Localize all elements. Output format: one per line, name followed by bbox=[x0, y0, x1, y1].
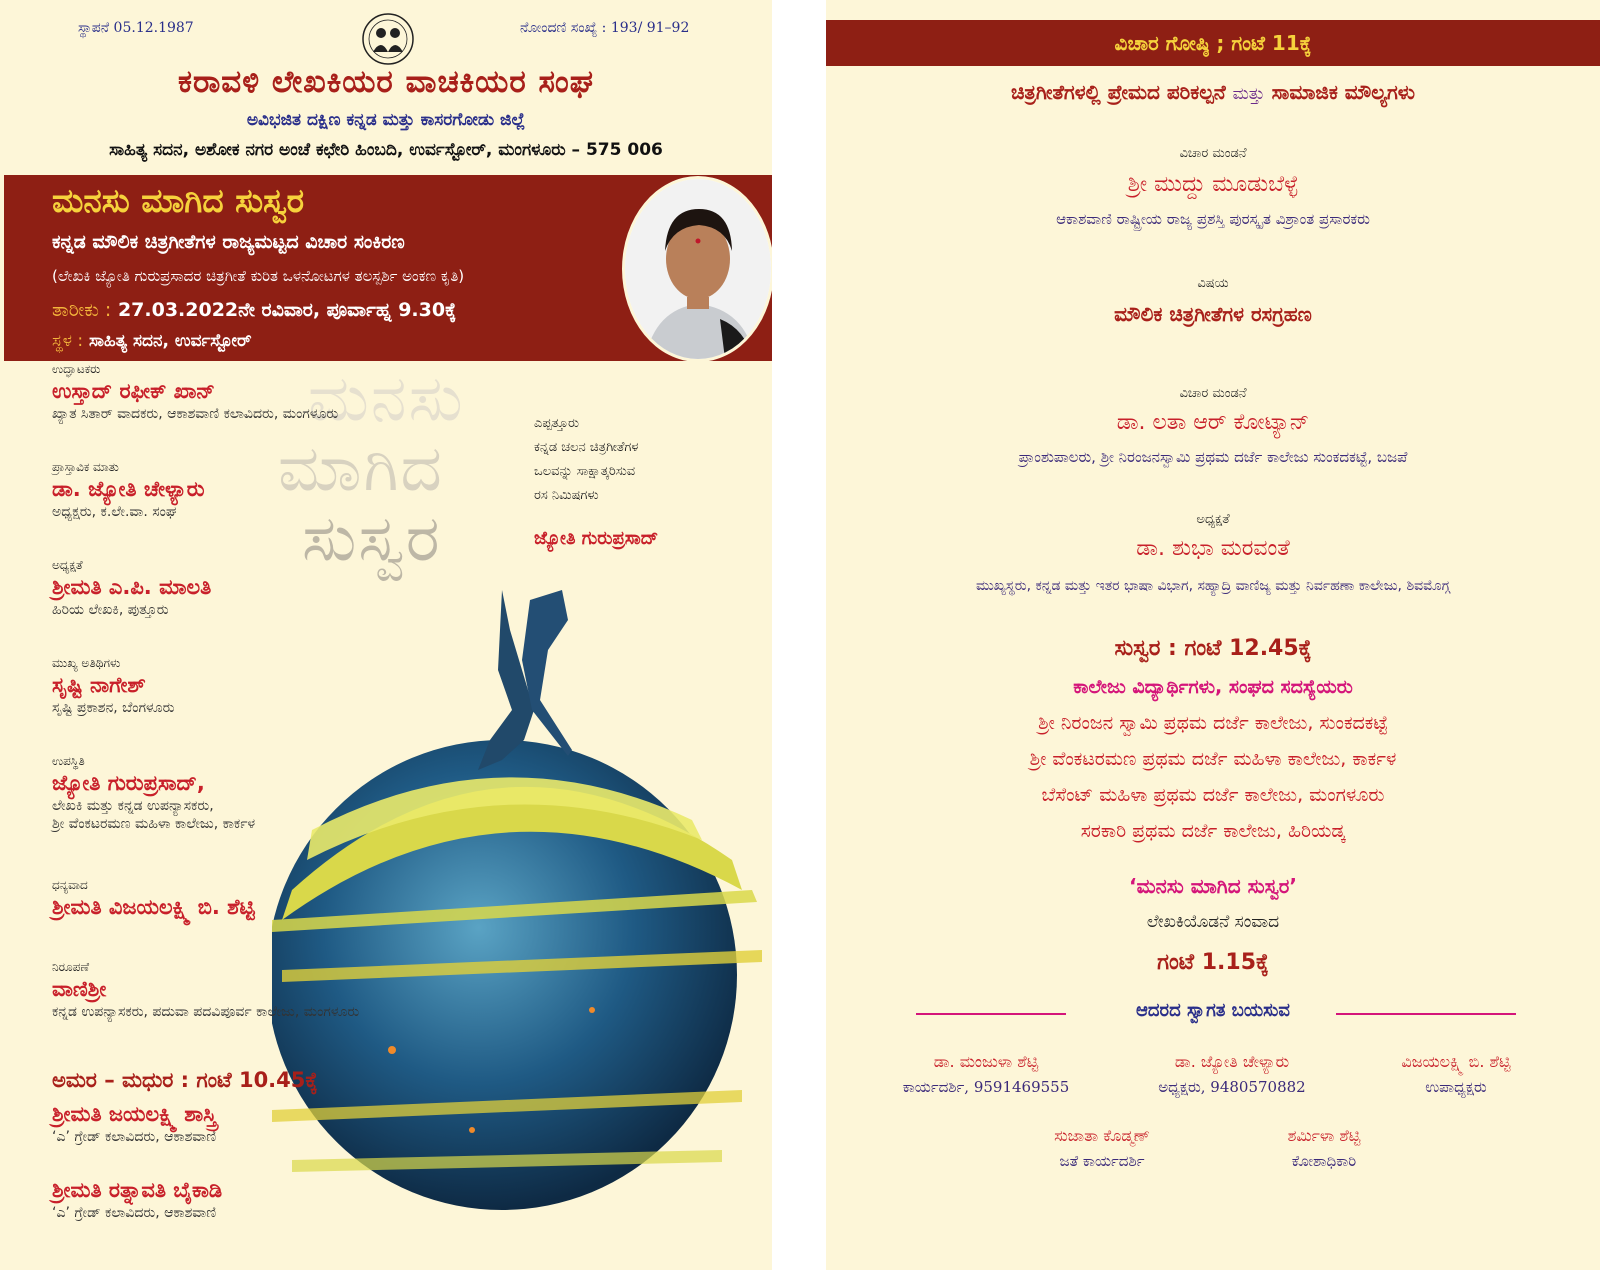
program-item bbox=[52, 558, 211, 618]
event-venue bbox=[52, 331, 252, 351]
signatory-name: ಡಾ. ಜ್ಯೋತಿ ಚೇಳ್ಯಾರು bbox=[1174, 1052, 1290, 1071]
book-author: ಜ್ಯೋತಿ ಗುರುಪ್ರಸಾದ್ bbox=[534, 528, 659, 549]
college-item: ಬೆಸೆಂಟ್ ಮಹಿಳಾ ಪ್ರಥಮ ದರ್ಜೆ ಕಾಲೇಜು, ಮಂಗಳೂರು bbox=[1041, 784, 1385, 806]
program-name: ಸೃಷ್ಟಿ ನಾಗೇಶ್ bbox=[52, 673, 146, 697]
singer-item bbox=[52, 1100, 217, 1145]
program-desc: ಅಧ್ಯಕ್ಷರು, ಕ.ಲೇ.ವಾ. ಸಂಘ bbox=[52, 504, 177, 520]
signatory-desc: ಅಧ್ಯಕ್ಷರು, 9480570882 bbox=[1158, 1078, 1306, 1096]
event-subtitle: ಕನ್ನಡ ಮೌಲಿಕ ಚಿತ್ರಗೀತೆಗಳ ರಾಜ್ಯಮಟ್ಟದ ವಿಚಾರ ಸಂಕಿರಣ bbox=[52, 231, 405, 253]
talk-title: ‘ಮನಸು ಮಾಗಿದ ಸುಸ್ವರ’ bbox=[1129, 874, 1297, 898]
speaker2-desc: ಪ್ರಾಂಶುಪಾಲರು, ಶ್ರೀ ನಿರಂಜನಸ್ವಾಮಿ ಪ್ರಥಮ ದರ್ಜೆ ಕಾಲೇಜು ಸುಂಕದಕಟ್ಟೆ, ಬಜಪೆ bbox=[1018, 448, 1408, 466]
event-title: ಮನಸು ಮಾಗಿದ ಸುಸ್ವರ bbox=[52, 181, 305, 220]
signatory bbox=[1234, 1126, 1414, 1170]
program-role: ಮುಖ್ಯ ಅತಿಥಿಗಳು bbox=[52, 656, 121, 670]
signatory-desc: ಕಾರ್ಯದರ್ಶಿ, 9591469555 bbox=[902, 1078, 1070, 1096]
organisation-region: ಅವಿಭಜಿತ ದಕ್ಷಿಣ ಕನ್ನಡ ಮತ್ತು ಕಾಸರಗೋಡು ಜಿಲ್ಲೆ bbox=[246, 110, 526, 130]
signatory-desc: ಉಪಾಧ್ಯಕ್ಷರು bbox=[1425, 1078, 1487, 1096]
book-title-line-3: ಸುಸ್ವರ bbox=[302, 502, 442, 576]
singer-name: ಶ್ರೀಮತಿ ರತ್ನಾವತಿ ಬೈಕಾಡಿ bbox=[52, 1178, 223, 1202]
amara-madhura-heading: ಅಮರ – ಮಧುರ : ಗಂಟೆ 10.45ಕ್ಕೆ bbox=[52, 1068, 318, 1092]
venue-label: ಸ್ಥಳ : bbox=[52, 331, 84, 351]
author-portrait bbox=[622, 176, 772, 362]
signatory-desc: ಜತೆ ಕಾರ್ಯದರ್ಶಿ bbox=[1059, 1152, 1145, 1170]
book-title-line-1: ಮನಸು bbox=[308, 362, 465, 436]
date-value: 27.03.2022ನೇ ರವಿವಾರ, ಪೂರ್ವಾಹ್ನ 9.30ಕ್ಕೆ bbox=[117, 299, 457, 321]
welcome-divider-right bbox=[1336, 1013, 1516, 1015]
established-date: ಸ್ಥಾಪನೆ 05.12.1987 bbox=[78, 20, 194, 36]
speaker2-role: ವಿಚಾರ ಮಂಡನೆ bbox=[1179, 386, 1247, 401]
topic-title: ಮೌಲಿಕ ಚಿತ್ರಗೀತೆಗಳ ರಸಗ್ರಹಣ bbox=[1114, 302, 1312, 326]
book-tagline-line-3: ಒಲವನ್ನು ಸಾಕ್ಷಾತ್ಕರಿಸುವ bbox=[534, 464, 636, 479]
singer-desc: ‘ಎ’ ಗ್ರೇಡ್ ಕಲಾವಿದರು, ಆಕಾಶವಾಣಿ bbox=[52, 1129, 217, 1145]
signatory bbox=[1012, 1126, 1192, 1170]
talk-subtitle: ಲೇಖಕಿಯೊಡನೆ ಸಂವಾದ bbox=[1146, 912, 1280, 932]
singer-item bbox=[52, 1176, 222, 1221]
event-date bbox=[52, 299, 456, 321]
program-role: ಪ್ರಾಸ್ತಾವಿಕ ಮಾತು bbox=[52, 460, 119, 474]
welcome-text: ಆದರದ ಸ್ವಾಗತ ಬಯಸುವ bbox=[1136, 1000, 1290, 1021]
singer-name: ಶ್ರೀಮತಿ ಜಯಲಕ್ಷ್ಮಿ ಶಾಸ್ತ್ರಿ bbox=[52, 1102, 217, 1126]
signatory-name: ಡಾ. ಮಂಜುಳಾ ಶೆಟ್ಟಿ bbox=[933, 1052, 1039, 1071]
program-item bbox=[52, 878, 255, 920]
venue-value: ಸಾಹಿತ್ಯ ಸದನ, ಉರ್ವಸ್ಟೋರ್ bbox=[89, 331, 252, 351]
organisation-address: ಸಾಹಿತ್ಯ ಸದನ, ಅಶೋಕ ನಗರ ಅಂಚೆ ಕಛೇರಿ ಹಿಂಬದಿ, ಉರ್ವಸ್ಟೋರ್, ಮಂಗಳೂರು – 575 006 bbox=[109, 140, 663, 160]
program-desc: ಲೇಖಕಿ ಮತ್ತು ಕನ್ನಡ ಉಪನ್ಯಾಸಕರು, bbox=[52, 798, 214, 814]
signatory-name: ಶರ್ಮಿಳಾ ಶೆಟ್ಟಿ bbox=[1287, 1126, 1361, 1145]
registration-number: ನೋಂದಣಿ ಸಂಖ್ಯೆ : 193/ 91–92 bbox=[520, 20, 690, 36]
program-item bbox=[52, 656, 174, 716]
theme-and: ಮತ್ತು bbox=[1232, 84, 1265, 104]
chair-name: ಡಾ. ಶುಭಾ ಮರವಂತೆ bbox=[1136, 536, 1290, 561]
signatory bbox=[1122, 1052, 1342, 1096]
program-role: ನಿರೂಪಣೆ bbox=[52, 960, 90, 974]
college-item: ಸರಕಾರಿ ಪ್ರಥಮ ದರ್ಜೆ ಕಾಲೇಜು, ಹಿರಿಯಡ್ಕ bbox=[1080, 820, 1346, 842]
signatory-name: ಸುಜಾತಾ ಕೊಡ್ಮಣ್ bbox=[1054, 1126, 1150, 1145]
program-item bbox=[52, 960, 359, 1020]
right-page bbox=[826, 0, 1600, 1270]
association-logo-icon bbox=[356, 12, 420, 66]
performers: ಕಾಲೇಜು ವಿದ್ಯಾರ್ಥಿಗಳು, ಸಂಘದ ಸದಸ್ಯೆಯರು bbox=[1073, 676, 1353, 698]
signatory-desc: ಕೋಶಾಧಿಕಾರಿ bbox=[1291, 1152, 1357, 1170]
organisation-name: ಕರಾವಳಿ ಲೇಖಕಿಯರ ವಾಚಕಿಯರ ಸಂಘ bbox=[178, 64, 594, 100]
program-item bbox=[52, 754, 255, 832]
theme-part-b: ಸಾಮಾಜಿಕ ಮೌಲ್ಯಗಳು bbox=[1271, 80, 1416, 104]
session-bar: ವಿಚಾರ ಗೋಷ್ಠಿ ; ಗಂಟೆ 11ಕ್ಕೆ bbox=[826, 20, 1600, 66]
chair-role: ಅಧ್ಯಕ್ಷತೆ bbox=[1196, 512, 1230, 527]
session-theme bbox=[826, 80, 1600, 104]
speaker1-desc: ಆಕಾಶವಾಣಿ ರಾಷ್ಟ್ರೀಯ ರಾಜ್ಯ ಪ್ರಶಸ್ತಿ ಪುರಸ್ಕೃತ ವಿಶ್ರಾಂತ ಪ್ರಸಾರಕರು bbox=[1056, 210, 1370, 228]
book-tagline-line-2: ಕನ್ನಡ ಚಲನ ಚಿತ್ರಗೀತೆಗಳ bbox=[534, 440, 639, 455]
susvara-heading: ಸುಸ್ವರ : ಗಂಟೆ 12.45ಕ್ಕೆ bbox=[1114, 636, 1312, 661]
program-name: ಡಾ. ಜ್ಯೋತಿ ಚೇಳ್ಯಾರು bbox=[52, 477, 205, 501]
program-name: ಜ್ಯೋತಿ ಗುರುಪ್ರಸಾದ್, bbox=[52, 771, 205, 795]
event-note: (ಲೇಖಕಿ ಜ್ಯೋತಿ ಗುರುಪ್ರಸಾದರ ಚಿತ್ರಗೀತೆ ಕುರಿತ ಒಳನೋಟಗಳ ತಲಸ್ಪರ್ಶಿ ಅಂಕಣ ಕೃತಿ) bbox=[52, 267, 465, 285]
book-title-line-2: ಮಾಗಿದ bbox=[278, 432, 444, 506]
program-role: ಧನ್ಯವಾದ bbox=[52, 878, 88, 892]
program-role: ಅಧ್ಯಕ್ಷತೆ bbox=[52, 558, 83, 572]
program-name: ವಾಣಿಶ್ರೀ bbox=[52, 977, 107, 1001]
program-desc: ಸೃಷ್ಟಿ ಪ್ರಕಾಶನ, ಬೆಂಗಳೂರು bbox=[52, 700, 175, 716]
left-page bbox=[0, 0, 772, 1270]
chair-desc: ಮುಖ್ಯಸ್ಥರು, ಕನ್ನಡ ಮತ್ತು ಇತರ ಭಾಷಾ ವಿಭಾಗ, ಸಹ್ಯಾದ್ರಿ ವಾಣಿಜ್ಯ ಮತ್ತು ನಿರ್ವಹಣಾ ಕಾಲೇಜು, ಶಿವಮೊಗ್ಗ bbox=[976, 578, 1450, 594]
speaker1-name: ಶ್ರೀ ಮುದ್ದು ಮೂಡುಬೆಳ್ಳೆ bbox=[1127, 172, 1299, 197]
program-item bbox=[52, 362, 338, 422]
program-item bbox=[52, 460, 205, 520]
program-desc: ಕನ್ನಡ ಉಪನ್ಯಾಸಕರು, ಪದುವಾ ಪದವಿಪೂರ್ವ ಕಾಲೇಜು, ಮಂಗಳೂರು bbox=[52, 1004, 360, 1020]
program-desc: ಶ್ರೀ ವೆಂಕಟರಮಣ ಮಹಿಳಾ ಕಾಲೇಜು, ಕಾರ್ಕಳ bbox=[52, 816, 256, 832]
program-name: ಶ್ರೀಮತಿ ಎ.ಪಿ. ಮಾಲತಿ bbox=[52, 575, 212, 599]
college-item: ಶ್ರೀ ವೆಂಕಟರಮಣ ಪ್ರಥಮ ದರ್ಜೆ ಮಹಿಳಾ ಕಾಲೇಜು, ಕಾರ್ಕಳ bbox=[1029, 748, 1397, 770]
book-tagline bbox=[534, 412, 754, 508]
signatory bbox=[866, 1052, 1106, 1096]
program-name: ಉಸ್ತಾದ್ ರಫೀಕ್ ಖಾನ್ bbox=[52, 379, 215, 403]
book-tagline-line-1: ಎಪ್ಪತ್ತೂರು bbox=[534, 416, 579, 431]
program-desc: ಖ್ಯಾತ ಸಿತಾರ್ ವಾದಕರು, ಆಕಾಶವಾಣಿ ಕಲಾವಿದರು, ಮಂಗಳೂರು bbox=[52, 406, 339, 422]
college-item: ಶ್ರೀ ನಿರಂಜನ ಸ್ವಾಮಿ ಪ್ರಥಮ ದರ್ಜೆ ಕಾಲೇಜು, ಸುಂಕದಕಟ್ಟೆ bbox=[1038, 712, 1388, 734]
signatory-name: ವಿಜಯಲಕ್ಷ್ಮಿ ಬಿ. ಶೆಟ್ಟಿ bbox=[1401, 1052, 1511, 1071]
book-tagline-line-4: ರಸ ನಿಮಿಷಗಳು bbox=[534, 488, 599, 503]
theme-part-a: ಚಿತ್ರಗೀತೆಗಳಲ್ಲಿ ಪ್ರೇಮದ ಪರಿಕಲ್ಪನೆ bbox=[1010, 80, 1226, 104]
signatory bbox=[1356, 1052, 1556, 1096]
program-desc: ಹಿರಿಯ ಲೇಖಕಿ, ಪುತ್ತೂರು bbox=[52, 602, 169, 618]
date-label: ತಾರೀಕು : bbox=[52, 299, 112, 321]
program-role: ಉದ್ಘಾಟಕರು bbox=[52, 362, 101, 376]
program-name: ಶ್ರೀಮತಿ ವಿಜಯಲಕ್ಷ್ಮಿ ಬಿ. ಶೆಟ್ಟಿ bbox=[52, 895, 255, 919]
program-role: ಉಪಸ್ಥಿತಿ bbox=[52, 754, 85, 768]
topic-label: ವಿಷಯ bbox=[1197, 276, 1229, 291]
book-cover-artwork bbox=[272, 590, 772, 1230]
speaker1-role: ವಿಚಾರ ಮಂಡನೆ bbox=[1179, 146, 1247, 161]
talk-time: ಗಂಟೆ 1.15ಕ್ಕೆ bbox=[1157, 950, 1269, 975]
singer-desc: ‘ಎ’ ಗ್ರೇಡ್ ಕಲಾವಿದರು, ಆಕಾಶವಾಣಿ bbox=[52, 1205, 217, 1221]
speaker2-name: ಡಾ. ಲತಾ ಆರ್ ಕೋಟ್ಯಾನ್ bbox=[1116, 410, 1310, 435]
